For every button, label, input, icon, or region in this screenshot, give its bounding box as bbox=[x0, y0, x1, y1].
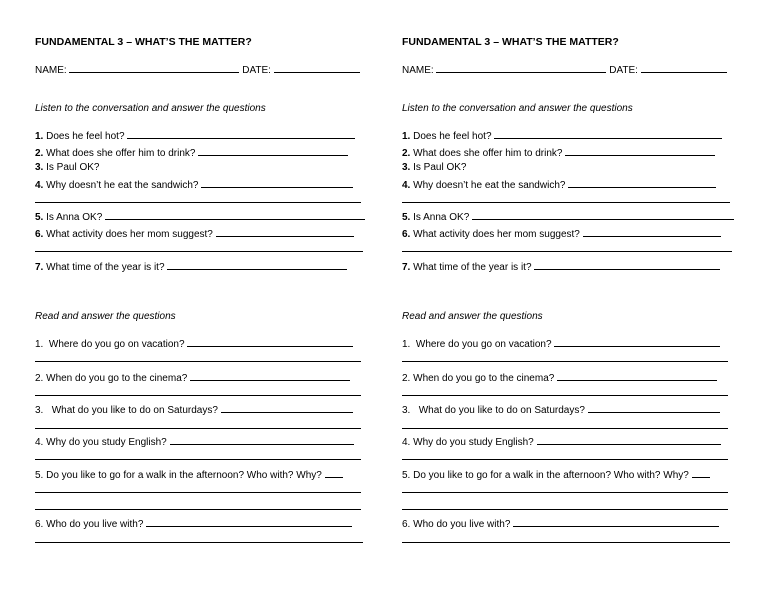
question-number: 4. bbox=[35, 437, 44, 448]
answer-line[interactable] bbox=[35, 395, 361, 396]
question-number: 6. bbox=[402, 519, 411, 530]
answer-field[interactable] bbox=[692, 468, 710, 478]
listening-question bbox=[35, 129, 367, 142]
answer-field[interactable] bbox=[198, 146, 348, 156]
question-text: Who do you live with? bbox=[46, 519, 144, 530]
section-instruction-listening: Listen to the conversation and answer the questions bbox=[35, 103, 266, 114]
question-text: What activity does her mom suggest? bbox=[46, 229, 213, 240]
answer-field[interactable] bbox=[565, 146, 715, 156]
reading-question bbox=[402, 337, 734, 350]
answer-line[interactable] bbox=[35, 202, 361, 203]
question-number: 2. bbox=[35, 373, 44, 384]
reading-question bbox=[402, 517, 734, 530]
question-number: 4. bbox=[35, 180, 44, 191]
answer-field[interactable] bbox=[127, 129, 355, 139]
listening-question bbox=[35, 146, 367, 159]
question-number: 2. bbox=[402, 373, 411, 384]
date-field[interactable] bbox=[641, 63, 727, 73]
listening-question bbox=[402, 146, 734, 159]
question-number: 1. bbox=[402, 339, 411, 350]
question-number: 6. bbox=[35, 519, 44, 530]
question-text: Does he feel hot? bbox=[413, 131, 492, 142]
name-field[interactable] bbox=[436, 63, 606, 73]
question-text: Why doesn’t he eat the sandwich? bbox=[413, 180, 566, 191]
listening-question bbox=[35, 210, 367, 223]
worksheet-title: FUNDAMENTAL 3 – WHAT’S THE MATTER? bbox=[402, 36, 619, 48]
answer-line[interactable] bbox=[35, 251, 363, 252]
listening-question bbox=[402, 260, 734, 273]
question-number: 5. bbox=[35, 212, 44, 223]
question-text: Does he feel hot? bbox=[46, 131, 125, 142]
worksheet-copy-right bbox=[402, 0, 742, 594]
answer-line[interactable] bbox=[402, 509, 728, 510]
answer-field[interactable] bbox=[325, 468, 343, 478]
answer-line[interactable] bbox=[402, 361, 728, 362]
answer-field[interactable] bbox=[554, 337, 720, 347]
listening-question bbox=[402, 227, 734, 240]
question-text: What activity does her mom suggest? bbox=[413, 229, 580, 240]
answer-field[interactable] bbox=[588, 403, 720, 413]
question-text: When do you go to the cinema? bbox=[413, 373, 555, 384]
question-number: 7. bbox=[35, 262, 44, 273]
question-text: Do you like to go for a walk in the afternoon? Who with? Why? bbox=[413, 470, 689, 481]
answer-field[interactable] bbox=[537, 435, 721, 445]
question-text: Why doesn’t he eat the sandwich? bbox=[46, 180, 199, 191]
question-text: Is Paul OK? bbox=[46, 162, 100, 173]
question-number: 2. bbox=[35, 148, 44, 159]
question-text: What does she offer him to drink? bbox=[413, 148, 563, 159]
question-text: What time of the year is it? bbox=[46, 262, 165, 273]
reading-question bbox=[35, 517, 367, 530]
name-label: NAME: bbox=[402, 65, 434, 76]
answer-field[interactable] bbox=[167, 260, 347, 270]
date-label: DATE: bbox=[609, 65, 638, 76]
reading-question bbox=[402, 435, 734, 448]
reading-question bbox=[402, 468, 734, 481]
answer-field[interactable] bbox=[557, 371, 717, 381]
listening-question bbox=[402, 129, 734, 142]
answer-field[interactable] bbox=[146, 517, 352, 527]
name-label: NAME: bbox=[35, 65, 67, 76]
listening-question bbox=[35, 162, 367, 175]
answer-field[interactable] bbox=[221, 403, 353, 413]
section-instruction-reading: Read and answer the questions bbox=[402, 311, 543, 322]
question-text: Why do you study English? bbox=[413, 437, 534, 448]
question-text: Do you like to go for a walk in the afternoon? Who with? Why? bbox=[46, 470, 322, 481]
worksheet-title: FUNDAMENTAL 3 – WHAT’S THE MATTER? bbox=[35, 36, 252, 48]
question-number: 4. bbox=[402, 437, 411, 448]
worksheet-copy-left bbox=[35, 0, 375, 594]
question-number: 7. bbox=[402, 262, 411, 273]
listening-question bbox=[402, 178, 734, 191]
question-text: Where do you go on vacation? bbox=[415, 339, 552, 350]
answer-field[interactable] bbox=[190, 371, 350, 381]
answer-line[interactable] bbox=[35, 459, 361, 460]
question-text: When do you go to the cinema? bbox=[46, 373, 188, 384]
question-number: 6. bbox=[35, 229, 44, 240]
question-number: 5. bbox=[402, 470, 411, 481]
listening-question bbox=[35, 178, 367, 191]
answer-field[interactable] bbox=[583, 227, 721, 237]
reading-question bbox=[35, 435, 367, 448]
question-text: Is Anna OK? bbox=[413, 212, 470, 223]
question-number: 4. bbox=[402, 180, 411, 191]
question-text: Is Anna OK? bbox=[46, 212, 103, 223]
answer-field[interactable] bbox=[105, 210, 365, 220]
reading-question bbox=[35, 371, 367, 384]
reading-question bbox=[35, 337, 367, 350]
answer-line[interactable] bbox=[402, 202, 730, 203]
question-number: 5. bbox=[402, 212, 411, 223]
answer-line[interactable] bbox=[35, 509, 361, 510]
answer-line[interactable] bbox=[35, 428, 361, 429]
question-number: 5. bbox=[35, 470, 44, 481]
section-instruction-reading: Read and answer the questions bbox=[35, 311, 176, 322]
answer-field[interactable] bbox=[187, 337, 353, 347]
question-text: What do you like to do on Saturdays? bbox=[51, 405, 218, 416]
listening-question bbox=[402, 210, 734, 223]
name-date-line bbox=[402, 63, 734, 76]
answer-line[interactable] bbox=[35, 542, 363, 543]
reading-question bbox=[35, 403, 367, 416]
name-field[interactable] bbox=[69, 63, 239, 73]
section-instruction-listening: Listen to the conversation and answer the questions bbox=[402, 103, 633, 114]
date-field[interactable] bbox=[274, 63, 360, 73]
name-date-line bbox=[35, 63, 367, 76]
answer-field[interactable] bbox=[534, 260, 720, 270]
answer-line[interactable] bbox=[402, 542, 730, 543]
date-label: DATE: bbox=[242, 65, 271, 76]
question-number: 6. bbox=[402, 229, 411, 240]
answer-field[interactable] bbox=[494, 129, 722, 139]
answer-field[interactable] bbox=[472, 210, 734, 220]
answer-field[interactable] bbox=[201, 178, 353, 188]
question-number: 3. bbox=[35, 405, 44, 416]
answer-line[interactable] bbox=[35, 361, 361, 362]
answer-line[interactable] bbox=[402, 395, 728, 396]
answer-line[interactable] bbox=[402, 251, 732, 252]
reading-question bbox=[402, 403, 734, 416]
reading-question bbox=[402, 371, 734, 384]
answer-field[interactable] bbox=[170, 435, 354, 445]
question-text: Where do you go on vacation? bbox=[48, 339, 185, 350]
answer-field[interactable] bbox=[216, 227, 354, 237]
question-number: 3. bbox=[402, 162, 411, 173]
reading-question bbox=[35, 468, 367, 481]
question-number: 2. bbox=[402, 148, 411, 159]
answer-line[interactable] bbox=[402, 428, 728, 429]
question-text: Who do you live with? bbox=[413, 519, 511, 530]
listening-question bbox=[402, 162, 734, 175]
question-number: 3. bbox=[402, 405, 411, 416]
question-number: 1. bbox=[402, 131, 411, 142]
answer-line[interactable] bbox=[35, 492, 361, 493]
question-text: Why do you study English? bbox=[46, 437, 167, 448]
listening-question bbox=[35, 227, 367, 240]
question-number: 1. bbox=[35, 339, 44, 350]
answer-field[interactable] bbox=[513, 517, 719, 527]
answer-line[interactable] bbox=[402, 459, 728, 460]
question-text: Is Paul OK? bbox=[413, 162, 467, 173]
question-text: What do you like to do on Saturdays? bbox=[418, 405, 585, 416]
listening-question bbox=[35, 260, 367, 273]
answer-field[interactable] bbox=[568, 178, 716, 188]
answer-line[interactable] bbox=[402, 492, 728, 493]
question-text: What does she offer him to drink? bbox=[46, 148, 196, 159]
question-number: 3. bbox=[35, 162, 44, 173]
question-number: 1. bbox=[35, 131, 44, 142]
question-text: What time of the year is it? bbox=[413, 262, 532, 273]
